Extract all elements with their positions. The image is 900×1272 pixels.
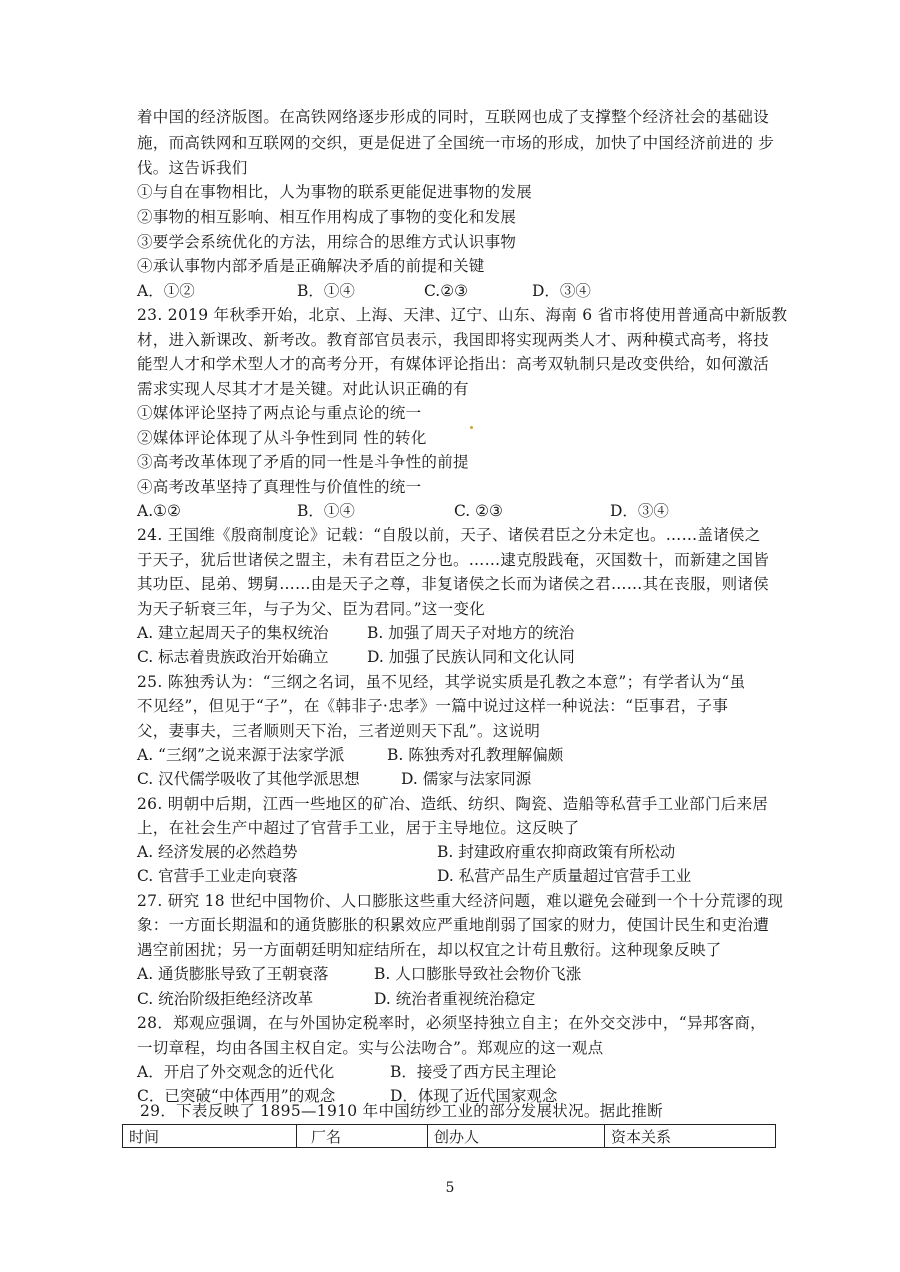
q23-option-c: C. ②③ — [454, 502, 503, 520]
q22-stem-line-2: 施，而高铁网和互联网的交织，更是促进了全国统一市场的形成，加快了中国经济前进的 步 — [137, 134, 775, 152]
q22-option-b: B．①④ — [297, 282, 355, 300]
q27-stem-line-1: 27. 研究 18 世纪中国物价、人口膨胀这些重大经济问题，难以避免会碰到一个十分荒谬的现 — [137, 892, 784, 910]
q24-option-d: D. 加强了民族认同和文化认同 — [367, 648, 575, 666]
q26-option-b: B. 封建政府重农抑商政策有所松动 — [437, 843, 676, 861]
q25-options-row-2 — [137, 768, 777, 790]
q24-options-row-1 — [137, 622, 777, 644]
q23-options — [137, 500, 777, 522]
table-header-row — [123, 1125, 776, 1148]
q24-stem-line-3: 其功臣、昆弟、甥舅……由是天子之尊，非复诸侯之长而为诸侯之君……其在丧服，则诸侯 — [137, 575, 770, 593]
q23-stem-line-1: 23. 2019 年秋季开始，北京、上海、天津、辽宁、山东、海南 6 省市将使用普通高中新版教 — [137, 306, 788, 324]
q25-option-c: C. 汉代儒学吸收了其他学派思想 — [137, 770, 360, 788]
q28-option-a: A．开启了外交观念的近代化 — [137, 1063, 335, 1081]
q26-stem-line-1: 26. 明朝中后期，江西一些地区的矿冶、造纸、纺织、陶瓷、造船等私营手工业部门后来居 — [137, 795, 769, 813]
q28-option-d: D．体现了近代国家观念 — [390, 1087, 558, 1105]
q22-option-a: A．①② — [137, 282, 195, 300]
q27-option-a: A. 通货膨胀导致了王朝衰落 — [137, 965, 329, 983]
table-header-factory-name: 厂名 — [297, 1125, 428, 1148]
q22-statement-4: ④承认事物内部矛盾是正确解决矛盾的前提和关键 — [137, 257, 485, 275]
q24-option-c: C. 标志着贵族政治开始确立 — [137, 648, 329, 666]
table-header-founder: 创办人 — [428, 1125, 605, 1148]
q24-options-row-2 — [137, 646, 777, 668]
q23-statement-1: ①媒体评论坚持了两点论与重点论的统一 — [137, 404, 422, 422]
q22-stem-line-1: 着中国的经济版图。在高铁网络逐步形成的同时，互联网也成了支撑整个经济社会的基础设 — [137, 108, 770, 126]
q24-stem-line-4: 为天子斩衰三年，与子为父、臣为君同。”这一变化 — [137, 600, 486, 618]
q23-statement-4: ④高考改革坚持了真理性与价值性的统一 — [137, 478, 422, 496]
q29-stem: 29．下表反映了 1895—1910 年中国纺纱工业的部分发展状况。据此推断 — [140, 1102, 663, 1120]
q29-table — [122, 1124, 776, 1148]
q26-option-a: A. 经济发展的必然趋势 — [137, 843, 298, 861]
q23-stem-line-2: 材，进入新课改、新考改。教育部官员表示，我国即将实现两类人才、两种模式高考，将技 — [137, 331, 770, 349]
q24-stem-line-1: 24. 王国维《殷商制度论》记载：“自殷以前，天子、诸侯君臣之分未定也。……盖诸侯之 — [137, 526, 761, 544]
q25-stem-line-1: 25. 陈独秀认为：“三纲之名词，虽不见经，其学说实质是孔教之本意”；有学者认为“虽 — [137, 673, 746, 691]
q27-stem-line-2: 象：一方面长期温和的通货膨胀的积累效应严重地削弱了国家的财力，使国计民生和吏治遭 — [137, 916, 770, 934]
q22-stem-line-3: 伐。这告诉我们 — [137, 159, 248, 177]
table-header-capital-relation: 资本关系 — [605, 1125, 776, 1148]
q27-options-row-2 — [137, 988, 777, 1010]
q23-stem-line-3: 能型人才和学术型人才的高考分开，有媒体评论指出：高考双轨制只是改变供给，如何激活 — [137, 355, 770, 373]
q27-option-d: D. 统治者重视统治稳定 — [374, 990, 536, 1008]
q27-options-row-1 — [137, 963, 777, 985]
q25-option-d: D. 儒家与法家同源 — [401, 770, 532, 788]
q23-statement-3: ③高考改革体现了矛盾的同一性是斗争性的前提 — [137, 453, 469, 471]
q23-stem-line-4: 需求实现人尽其才才是关键。对此认识正确的有 — [137, 380, 469, 398]
q28-stem-line-2: 一切章程，均由各国主权自定。实与公法吻合”。郑观应的这一观点 — [137, 1039, 604, 1057]
q23-option-b: B．①④ — [297, 502, 355, 520]
q23-option-a: A.①② — [137, 502, 181, 520]
q24-option-a: A. 建立起周天子的集权统治 — [137, 624, 329, 642]
q22-statement-2: ②事物的相互影响、相互作用构成了事物的变化和发展 — [137, 208, 517, 226]
q25-stem-line-3: 父，妻事夫，三者顺则天下治，三者逆则天下乱”。这说明 — [137, 722, 541, 740]
q22-statement-3: ③要学会系统优化的方法，用综合的思维方式认识事物 — [137, 233, 517, 251]
q26-option-d: D. 私营产品生产质量超过官营手工业 — [437, 867, 692, 885]
q24-option-b: B. 加强了周天子对地方的统治 — [367, 624, 575, 642]
q25-option-a: A. “三纲”之说来源于法家学派 — [137, 746, 345, 764]
q22-option-d: D．③④ — [532, 282, 591, 300]
q26-stem-line-2: 上，在社会生产中超过了官营手工业，居于主导地位。这反映了 — [137, 819, 580, 837]
q24-stem-line-2: 于天子，犹后世诸侯之盟主，未有君臣之分也。……逮克殷践奄，灭国数十，而新建之国皆 — [137, 551, 770, 569]
q28-options-row-1 — [137, 1061, 777, 1083]
table-header-time: 时间 — [123, 1125, 297, 1148]
q25-stem-line-2: 不见经”，但见于“子”，在《韩非子·忠孝》一篇中说过这样一种说法：“臣事君，子事 — [137, 697, 729, 715]
q27-option-b: B. 人口膨胀导致社会物价飞涨 — [374, 965, 582, 983]
q23-option-d: D．③④ — [610, 502, 669, 520]
q25-option-b: B. 陈独秀对孔教理解偏颇 — [387, 746, 564, 764]
q27-option-c: C. 统治阶级拒绝经济改革 — [137, 990, 314, 1008]
q22-option-c: C.②③ — [424, 282, 469, 300]
q26-options-row-1 — [137, 841, 777, 863]
q26-options-row-2 — [137, 865, 777, 887]
q26-option-c: C. 官营手工业走向衰落 — [137, 867, 298, 885]
q27-stem-line-3: 遇空前困扰；另一方面朝廷明知症结所在，却以权宜之计苟且敷衍。这种现象反映了 — [137, 941, 722, 959]
q23-statement-2: ②媒体评论体现了从斗争性到同 性的转化 — [137, 429, 427, 447]
q22-options — [137, 280, 777, 302]
q22-statement-1: ①与自在事物相比，人为事物的联系更能促进事物的发展 — [137, 183, 533, 201]
q28-stem-line-1: 28．郑观应强调，在与外国协定税率时，必须坚持独立自主；在外交交涉中，“异邦客商， — [137, 1014, 766, 1032]
q28-option-b: B．接受了西方民主理论 — [390, 1063, 557, 1081]
page-number: 5 — [445, 1180, 455, 1196]
scan-speck — [470, 426, 473, 429]
q25-options-row-1 — [137, 744, 777, 766]
q28-option-c: C．已突破“中体西用”的观念 — [137, 1087, 336, 1105]
